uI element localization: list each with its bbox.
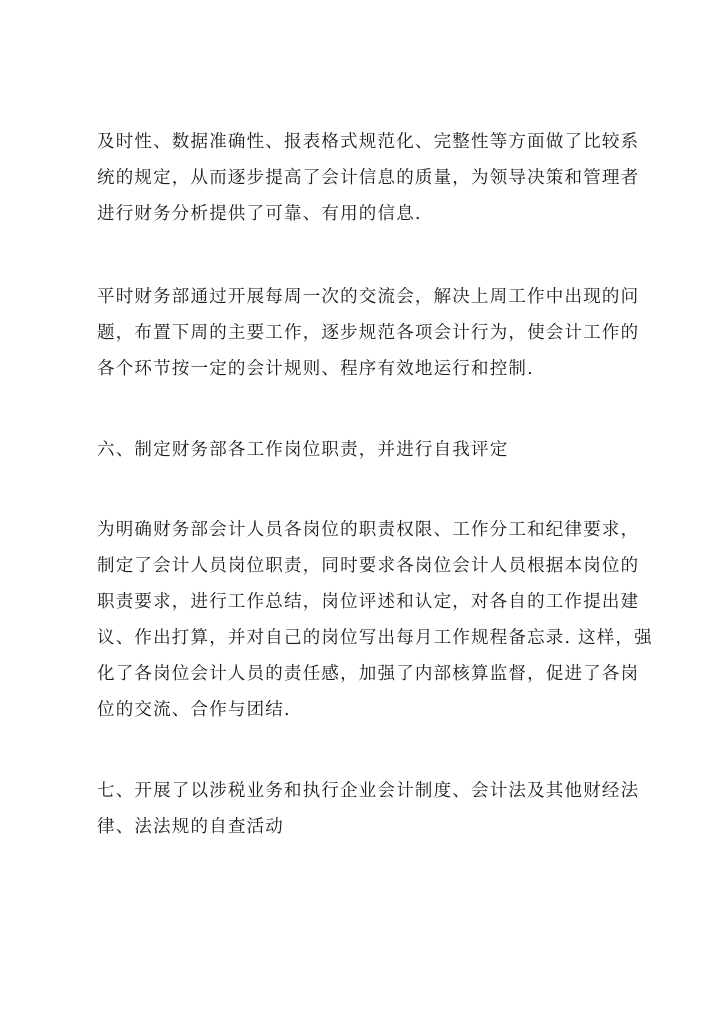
paragraph-data-quality: 及时性、数据准确性、报表格式规范化、完整性等方面做了比较系统的规定，从而逐步提高了会计信息的质量，为领导决策和管理者进行财务分析提供了可靠、有用的信息.: [97, 132, 640, 224]
paragraph-weekly-meeting: 平时财务部通过开展每周一次的交流会，解决上周工作中出现的问题，布置下周的主要工作，逐步规范各项会计行为，使会计工作的各个环节按一定的会计规则、程序有效地运行和控制.: [97, 287, 640, 379]
section-heading-six: 六、制定财务部各工作岗位职责，并进行自我评定: [97, 440, 509, 460]
paragraph-job-responsibilities: 为明确财务部会计人员各岗位的职责权限、工作分工和纪律要求，制定了会计人员岗位职责，同时要求各岗位会计人员根据本岗位的职责要求，进行工作总结，岗位评述和认定，对各自的工作提出建议、作出打算，并对自己的岗位写出每月工作规程备忘录. 这样，强化了各岗位会计人员的责任感，加强了内部核算监督，促进了各岗位的交流、合作与团结.: [97, 520, 653, 720]
section-heading-seven: 七、开展了以涉税业务和执行企业会计制度、会计法及其他财经法律、法法规的自查活动: [97, 781, 640, 837]
